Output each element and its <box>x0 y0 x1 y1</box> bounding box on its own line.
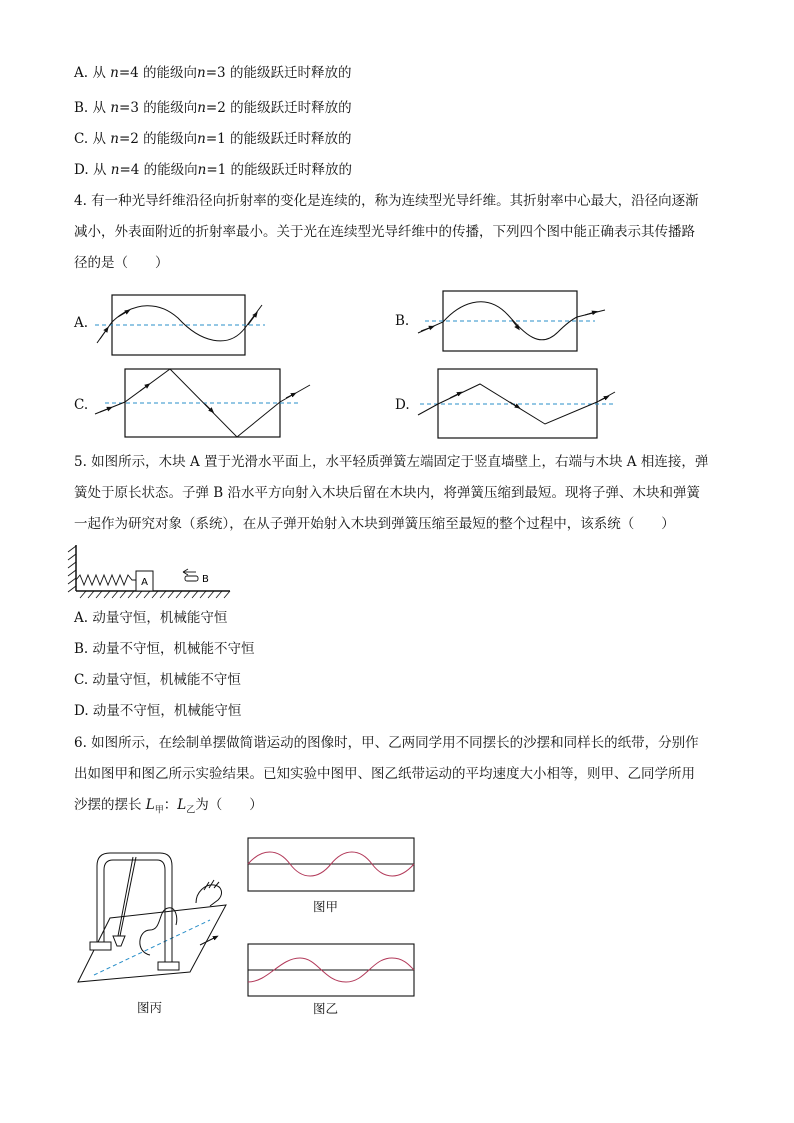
q6-stem-line3: 沙摆的摆长 $L_甲$：$L_乙$为（ ） <box>74 797 263 816</box>
q5-option-c: C. 动量守恒，机械能不守恒 <box>74 672 241 688</box>
q5-option-a: A. 动量守恒，机械能守恒 <box>74 610 228 626</box>
caption-bing: 图丙 <box>137 1000 163 1015</box>
q6-stem-line1: 6. 如图所示，在绘制单摆做简谐运动的图像时，甲、乙两同学用不同摆长的沙摆和同样长的纸带，分别作 <box>74 735 699 751</box>
q5-stem-line2: 簧处于原长状态。子弹 B 沿水平方向射入木块后留在木块内，将弹簧压缩到最短。现将子弹、木块和弹簧 <box>74 485 701 501</box>
q4-figure-d-label: D. <box>395 397 410 413</box>
q6-stem-line2: 出如图甲和图乙所示实验结果。已知实验中图甲、图乙纸带运动的平均速度大小相等，则甲、乙同学所用 <box>74 766 695 782</box>
sand-pendulum-apparatus <box>78 853 226 982</box>
q3-option-b: B. 从 n=3 的能级向n=2 的能级跃迁时释放的 <box>74 100 352 116</box>
q4-stem-line1: 4. 有一种光导纤维沿径向折射率的变化是连续的，称为连续型光导纤维。其折射率中心最大，沿径向逐渐 <box>74 193 699 209</box>
caption-jia: 图甲 <box>313 899 339 914</box>
q5-option-d: D. 动量不守恒，机械能守恒 <box>74 703 242 719</box>
block-a-label: A <box>141 577 148 588</box>
q3-option-a: A. 从 n=4 的能级向n=3 的能级跃迁时释放的 <box>74 65 352 81</box>
bullet-b-label: B <box>202 574 209 585</box>
q5-stem-line3: 一起作为研究对象（系统），在从子弹开始射入木块到弹簧压缩至最短的整个过程中，该系统（ ） <box>74 516 675 532</box>
q4-stem-line3: 径的是（ ） <box>74 255 169 271</box>
q4-stem-line2: 减小，外表面附近的折射率最小。关于光在连续型光导纤维中的传播，下列四个图中能正确表示其传播路 <box>74 224 695 240</box>
graph-yi <box>248 944 414 996</box>
graph-jia <box>248 838 414 891</box>
q3-option-d: D. 从 n=4 的能级向n=1 的能级跃迁时释放的 <box>74 162 353 178</box>
q4-figure-c-label: C. <box>74 397 89 413</box>
q3-option-c: C. 从 n=2 的能级向n=1 的能级跃迁时释放的 <box>74 131 352 147</box>
caption-yi: 图乙 <box>313 1001 339 1016</box>
q5-stem-line1: 5. 如图所示，木块 A 置于光滑水平面上，水平轻质弹簧左端固定于竖直墙壁上，右端与木块 A 相连接，弹 <box>74 454 709 470</box>
q4-figure-a-label: A. <box>74 315 89 331</box>
q4-figure-b-label: B. <box>395 313 410 329</box>
q5-option-b: B. 动量不守恒，机械能不守恒 <box>74 641 255 657</box>
